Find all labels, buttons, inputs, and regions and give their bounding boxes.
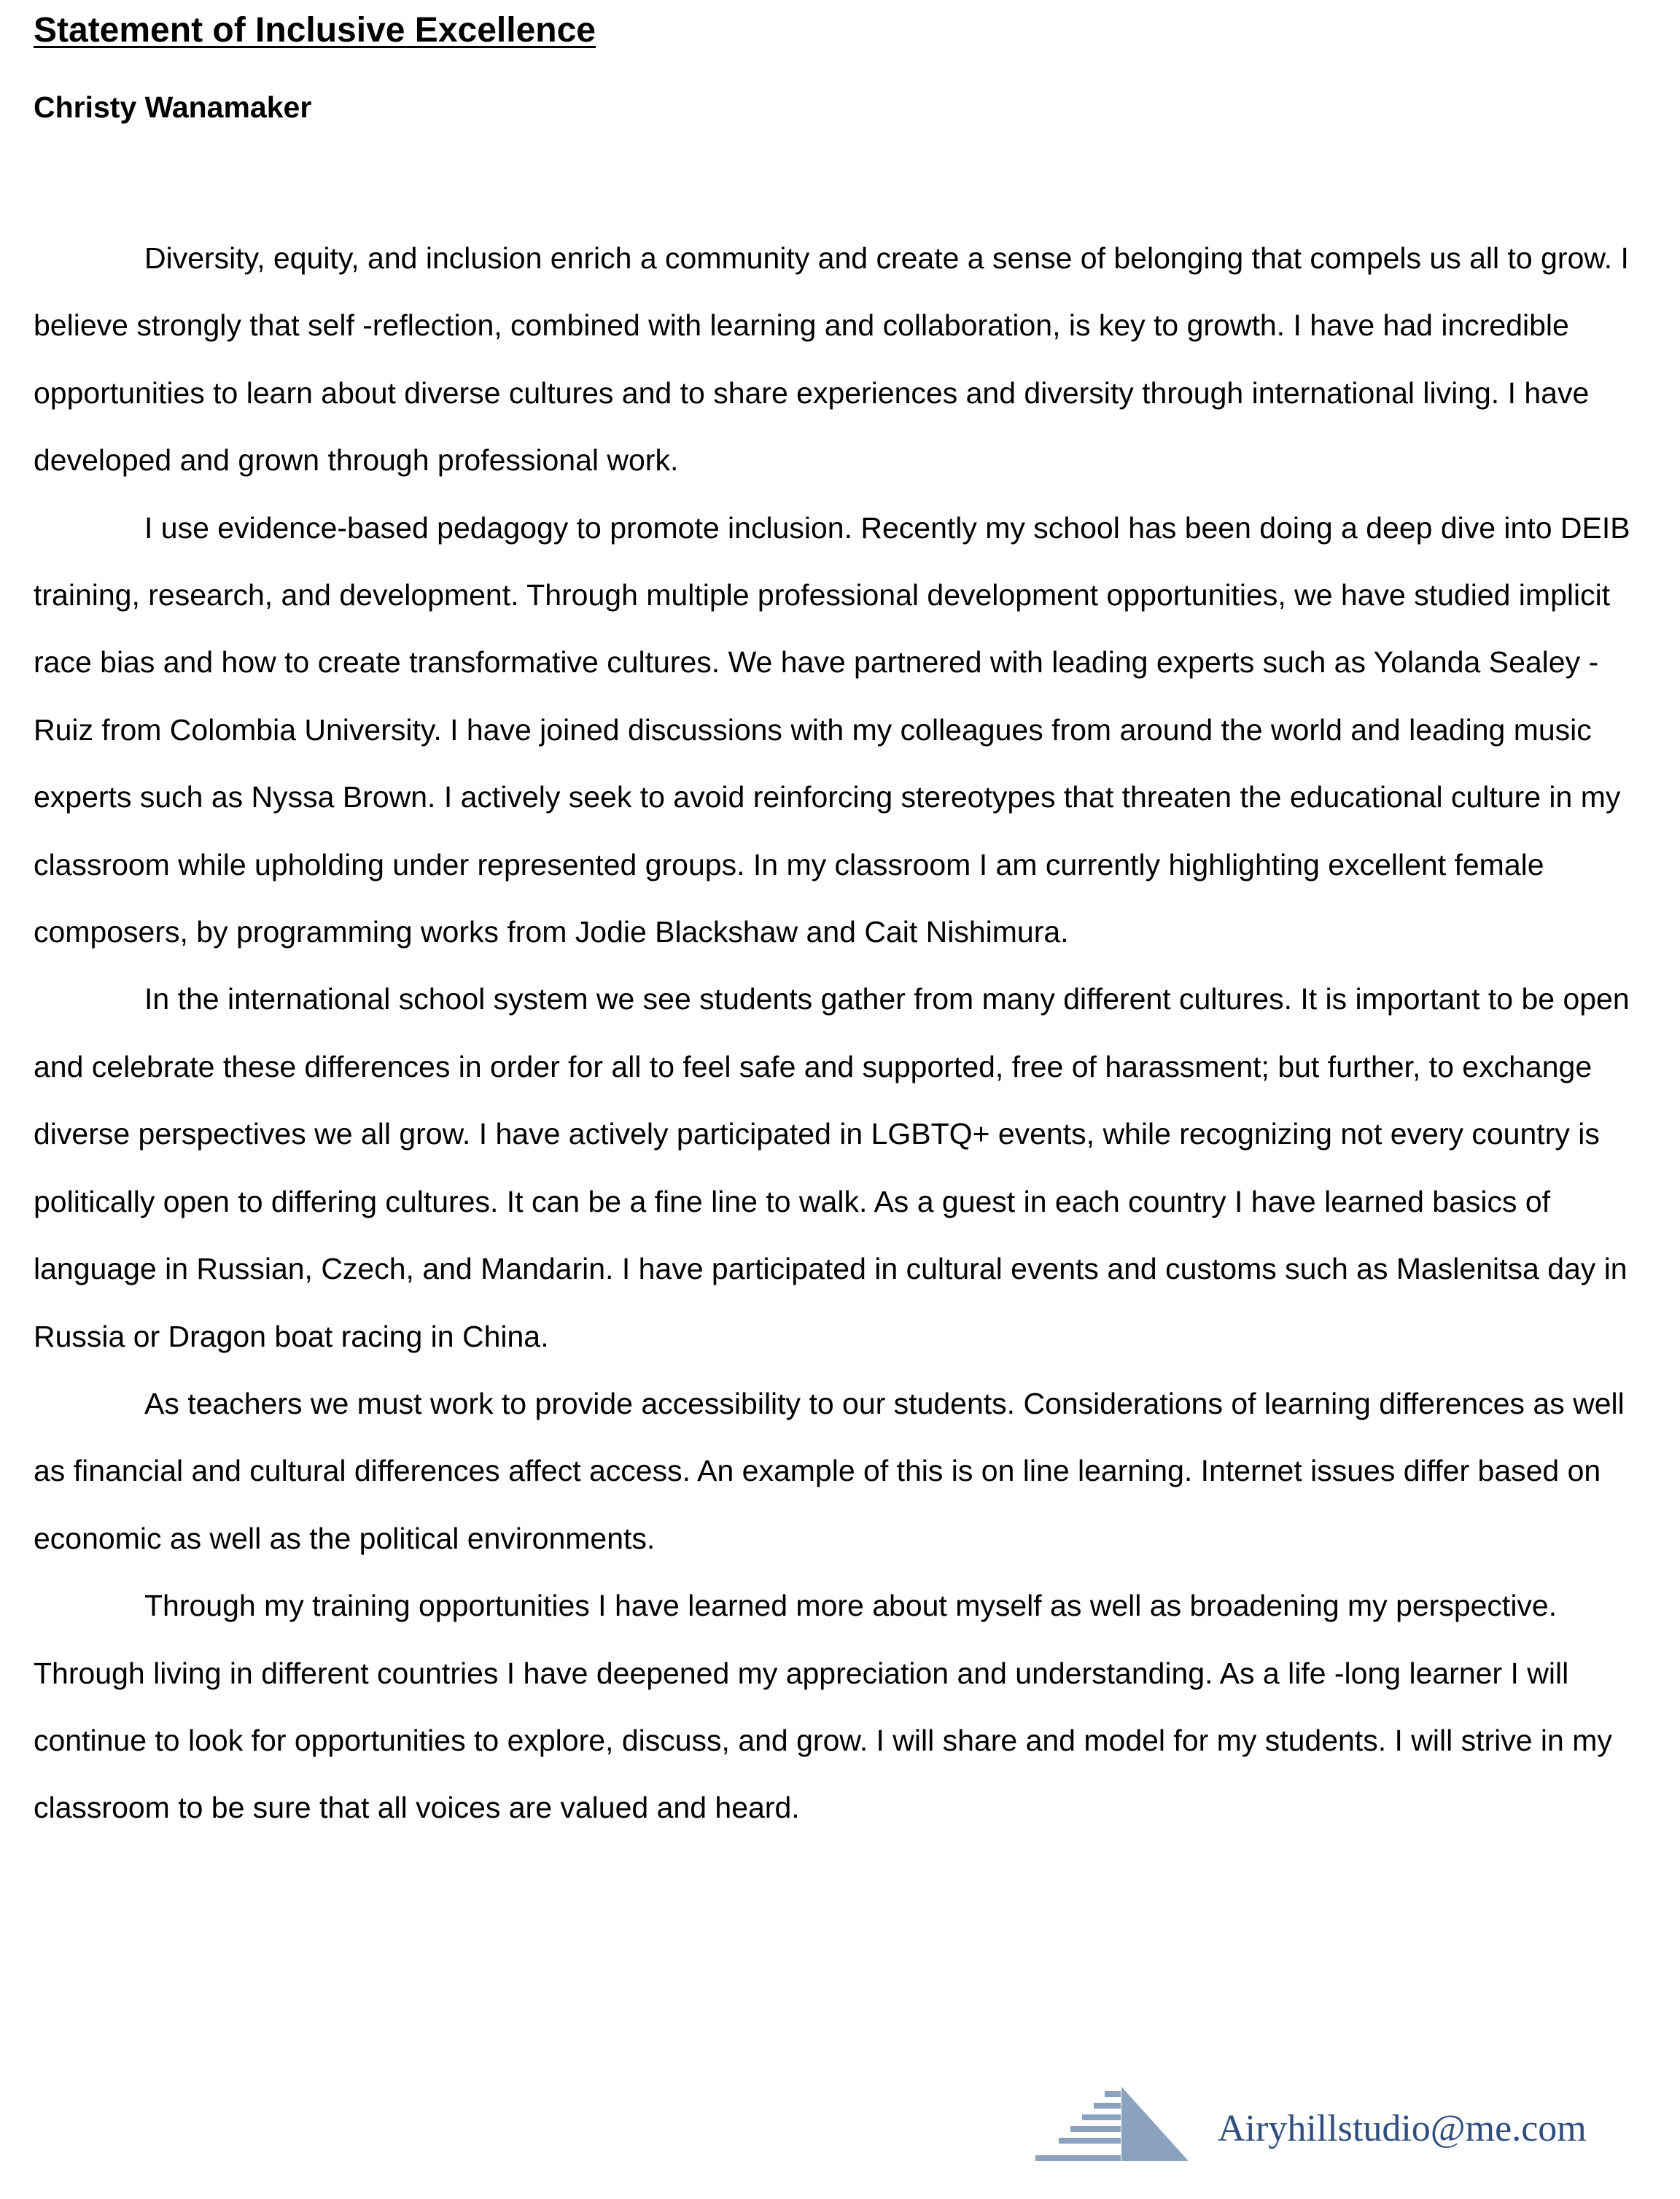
paragraph-2: I use evidence-based pedagogy to promote inclusion. Recently my school has been doing a deep dive into DEIB training, research, and development. Through multiple professional development opportunities, we have studied implicit race bias and how to create transformative cultures. We have partnered with leading experts such as Yolanda Sealey -Ruiz from Colombia University. I have joined discussions with my colleagues from around the world and leading music experts such as Nyssa Brown. I actively seek to avoid reinforcing stereotypes that threaten the educational culture in my classroom while upholding under represented groups. In my classroom I am currently highlighting excellent female composers, by programming works from Jodie Blackshaw and Cait Nishimura. xyxy=(34,510,1630,949)
paragraph-4: As teachers we must work to provide accessibility to our students. Considerations of learning differences as well as financial and cultural differences affect access. An example of this is on line learning. Internet issues differ based on economic as well as the political environments. xyxy=(34,1386,1625,1555)
author-name: Christy Wanamaker xyxy=(34,90,312,124)
footer xyxy=(1035,2085,1633,2165)
contact-email: Airyhillstudio@me.com xyxy=(1218,2108,1587,2149)
paragraph-1: Diversity, equity, and inclusion enrich a community and create a sense of belonging that compels us all to grow. I believe strongly that self -reflection, combined with learning and collaboration, is key to growth. I have had incredible opportunities to learn about diverse cultures and to share experiences and diversity through international living. I have developed and grown through professional work. xyxy=(34,241,1629,478)
document-body xyxy=(34,225,1652,1842)
paragraph-5: Through my training opportunities I have learned more about myself as well as broadening my perspective. Through living in different countries I have deepened my appreciation and understanding. As a life -long learner I will continue to look for opportunities to explore, discuss, and grow. I will share and model for my students. I will strive in my classroom to be sure that all voices are valued and heard. xyxy=(34,1589,1612,1825)
document-title: Statement of Inclusive Excellence xyxy=(34,11,596,50)
stepped-pyramid-logo-icon xyxy=(1035,2085,1189,2162)
paragraph-3: In the international school system we see students gather from many different cultures. It is important to be open and celebrate these differences in order for all to feel safe and supported, free of harassment; but further, to exchange diverse perspectives we all grow. I have actively participated in LGBTQ+ events, while recognizing not every country is politically open to differing cultures. It can be a fine line to walk. As a guest in each country I have learned basics of language in Russian, Czech, and Mandarin. I have participated in cultural events and customs such as Maslenitsa day in Russia or Dragon boat racing in China. xyxy=(34,982,1630,1353)
